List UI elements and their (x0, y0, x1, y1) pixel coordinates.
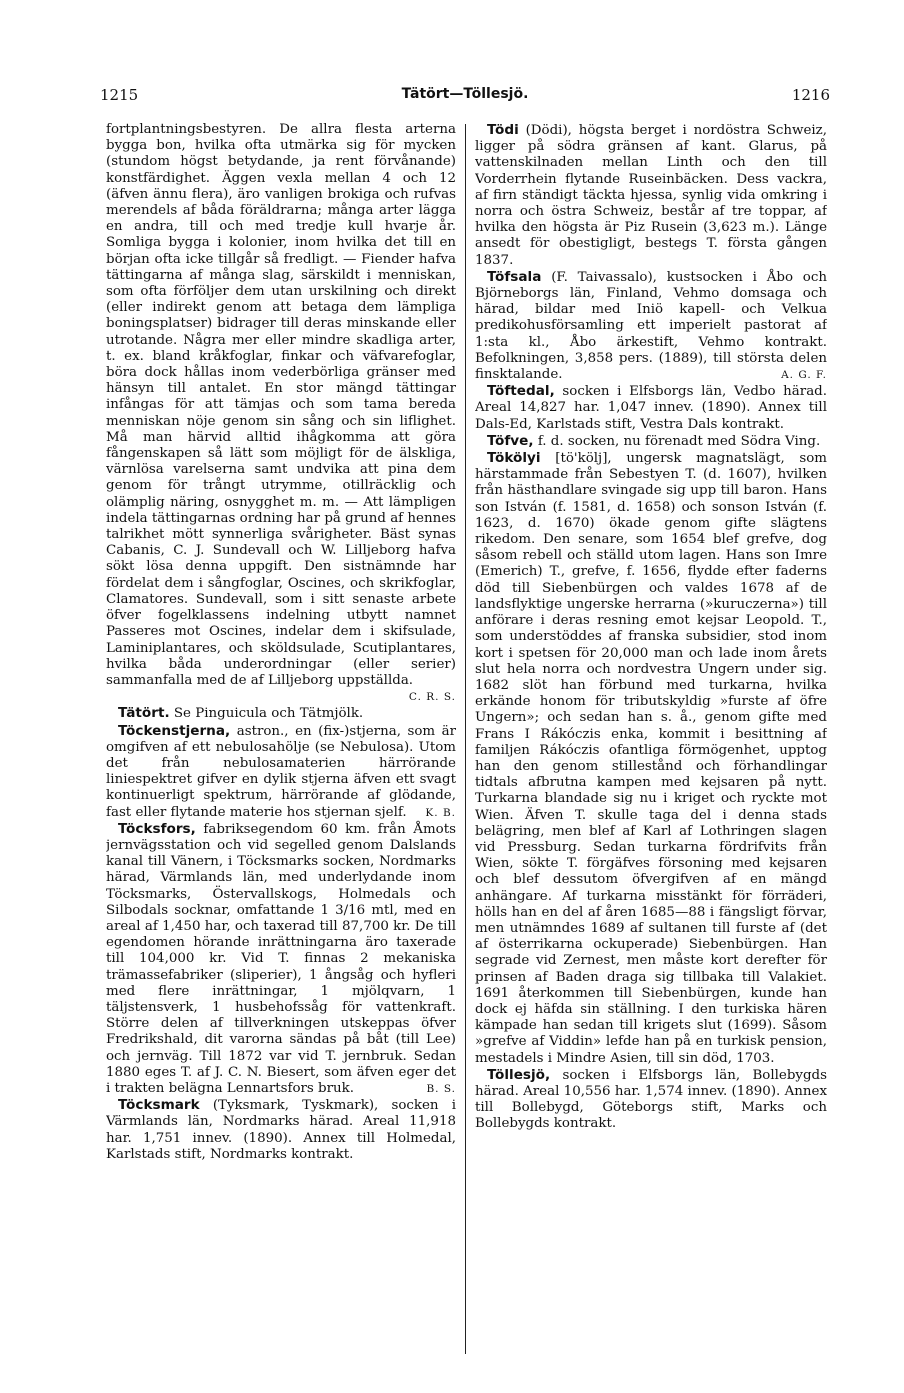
entry-signature: K. B. (425, 806, 456, 819)
entry-tocksmark (106, 1097, 456, 1163)
entry-todi (475, 122, 827, 269)
entry-body: fabriksegendom 60 km. från Åmots jernvägsstation och vid segelled genom Dalslands kanal till Vänern, i Töcksmarks socken, Nordmarks härad, Värmlands län, med underlydande inom Töcksmarks, Östervallskogs, Holmedals och Silbodals socknar, omfattande 1 3/16 mtl, med en areal af 1,450 har, och taxerad till 87,700 kr. De till egendomen hörande inrättningarna äro taxerade till 104,000 kr. Vid T. finnas 2 mekaniska trämassefabriker (sliperier), 1 ångsåg och hyfleri med flere inrättningar, 1 mjölqvarn, 1 täljstensverk, 1 husbehofssåg för vattenkraft. Större delen af tillverkningen utskeppas öfver Fredrikshald, dit varorna sändas på båt (till Lee) och jernväg. Till 1872 var vid T. jernbruk. Sedan 1880 eges T. af J. C. N. Biesert, som äfven eger det i trakten belägna Lennartsfors bruk. (106, 821, 456, 1096)
entry-tatort (106, 705, 456, 722)
entry-tofsala (475, 269, 827, 383)
entry-headword: Töcksmark (118, 1097, 200, 1114)
entry-body: (Tyksmark, Tyskmark), socken i Värmlands län, Nordmarks härad. Areal 11,918 har. 1,751 innev. (1890). Annex till Holmedal, Karlstads stift, Nordmarks kontrakt. (106, 1098, 456, 1162)
entry-body: (Dödi), högsta berget i nordöstra Schweiz, ligger på södra gränsen af kant. Glarus, på vattenskilnaden mellan Linth och den till Vorderrhein flytande Ruseinbäcken. Dess vackra, af firn ständigt täckta hjessa, synlig vida omkring i norra och östra Schweiz, består af tre toppar, af hvilka den högsta är Piz Rusein (3,623 m.). Länge ansedt för obestigligt, bestegs T. första gången 1837. (475, 123, 827, 268)
entry-headword: Töftedal, (487, 383, 555, 400)
entry-body: fortplantningsbestyren. De allra flesta arterna bygga bon, hvilka ofta utmärka sig för mycken (stundom högst betydande, ja rent förvånande) konstfärdighet. Äggen vexla mellan 4 och 12 (äfven ännu flera), äro vanligen brokiga och rufvas merendels af båda föräldrarna; många arter lägga en andra, till och med tredje kull hvarje år. Somliga bygga i kolonier, inom hvilka det till en början ofta icke tillgår så fredligt. — Fiender hafva tättingarna af många slag, särskildt i menniskan, som ofta förföljer dem utan urskilning och direkt (eller indirekt genom att betaga dem lämpliga boningsplatser) bidrager till deras minskande eller utrotande. Några mer eller mindre skadliga arter, t. ex. bland kråkfoglar, finkar och väfvarefoglar, böra dock hållas inom vederbörliga gränser med hänsyn till antalet. En stor mängd tättingar infångas för att tämjas och som tama bereda menniskan nöje genom sin sång och sin liflighet. Må man härvid alltid ihågkomma att göra fångenskapen så lätt som möjligt för de älskliga, värnlösa varelserna samt undvika att pina dem genom för trångt utrymme, otillräcklig och olämplig näring, osnygghet m. m. — Att lämpligen indela tättingarnas ordning har på grund af hennes talrikhet mött synnerliga svårigheter. Bäst synas Cabanis, C. J. Sundevall och W. Lilljeborg hafva sökt lösa denna uppgift. Den sistnämnde har fördelat dem i sångfoglar, Oscines, och skrikfoglar, Clamatores. Sundevall, som i sitt senaste arbete öfver fogelklassens indelning utbytt namnet Passeres mot Oscines, indelar dem i skifsulade, Laminiplantares, och sköldsulade, Scutiplantares, hvilka båda underordningar (eller serier) sammanfalla med de af Lilljeborg uppställda. (106, 122, 456, 688)
entry-signature: B. S. (426, 1082, 456, 1095)
entry-body: (F. Taivassalo), kustsocken i Åbo och Björneborgs län, Finland, Vehmo domsaga och härad, bildar med Iniö kapell- och Velkua predikohusförsamling ett imperielt pastorat af 1:sta kl., Åbo ärkestift, Vehmo kontrakt. Befolkningen, 3,858 pers. (1889), till största delen finsktalande. (475, 269, 827, 383)
entry-body: [tö'kölj], ungersk magnatslägt, som härstammade från Sebestyen T. (d. 1607), hvilken från hästhandlare svingade sig upp till baron. Hans son István (f. 1581, d. 1658) och sonson István (f. 1623, d. 1670) ökade genom gifte slägtens rikedom. Den senare, som 1654 blef grefve, dog såsom rebell och ställd utom lagen. Hans son Imre (Emerich) T., grefve, f. 1656, flydde efter faderns död till Siebenbürgen och valdes 1678 af de landsflyktige ungerske herrarna (»kuruczerna») till anförare i deras resning emot kejsar Leopold. T., som understöddes af franska subsidier, stod inom kort i spetsen för 20,000 man och lade inom årets slut hela norra och nordvestra Ungern under sig. 1682 slöt han förbund med turkarna, hvilka erkände honom för tributskyldig »furste af öfre Ungern»; och sedan han s. å., genom gifte med Frans I Rákóczis enka, kommit i besittning af familjen Rákóczis ofantliga förmögenhet, upptog han den genom stillestånd och förhandlingar tidtals afbrutna kampen med kejsaren på nytt. Turkarna blandade sig nu i kriget och ryckte mot Wien. Äfven T. skulle taga del i denna stads belägring, men blef af Karl af Lothringen slagen vid Pressburg. Sedan turkarna fördrifvits från Wien, sökte T. förgäfves försoning med kejsaren och blef dessutom öfvergifven af en mängd anhängare. Af turkarna misstänkt för förräderi, hölls han en del af åren 1685—88 i fängsligt förvar, men utnämndes 1689 af sultanen till furste af (det af österrikarna ockuperade) Siebenbürgen. Han segrade vid Zernest, men måste kort derefter för prinsen af Baden draga sig tillbaka till Valakiet. 1691 återkommen till Siebenbürgen, kunde han dock ej häfda sin ställning. I den turkiska hären kämpade han sedan till krigets slut (1699). Såsom »grefve af Viddin» lefde han på en turkisk pension, mestadels i Mindre Asien, till sin död, 1703. (475, 451, 827, 1066)
entry-tocksfors (106, 821, 456, 1097)
entry-signature: C. R. S. (408, 691, 456, 704)
entry-signature: A. G. F. (781, 369, 827, 382)
entry-headword: Töcksfors, (118, 820, 196, 837)
entry-tockenstjerna (106, 723, 456, 821)
entry-headword: Töfsala (487, 268, 542, 285)
entry-body: astron., en (fix-)stjerna, som är omgifven af ett nebulosahölje (se Nebulosa). Utom det från nebulosamaterien härrörande liniespektret gifver en dylik stjerna äfven ett svagt kontinuerligt spektrum, härrörande af glödande, fast eller flytande materie hos stjernan sjelf. (106, 723, 456, 820)
page-header (100, 86, 830, 110)
left-column (106, 122, 456, 1357)
entry-headword: Tökölyi (487, 450, 541, 467)
entry-tollesjo (475, 1067, 827, 1133)
entry-headword: Töfve, (487, 432, 534, 449)
column-divider (465, 124, 466, 1354)
right-column (475, 122, 827, 1357)
entry-headword: Tätört. (118, 705, 170, 722)
entry-toftedal (475, 383, 827, 433)
entry-headword: Töckenstjerna, (118, 722, 231, 739)
running-head: Tätört—Töllesjö. (401, 86, 529, 102)
page-number-left: 1215 (100, 86, 139, 104)
entry-continuation (106, 122, 456, 705)
entry-tokolyi (475, 450, 827, 1067)
entry-body: socken i Elfsborgs län, Bollebygds härad. Areal 10,556 har. 1,574 innev. (1890). Annex till Bollebygd, Göteborgs stift, Marks och Bollebygds kontrakt. (475, 1067, 827, 1132)
entry-body: socken i Elfsborgs län, Vedbo härad. Areal 14,827 har. 1,047 innev. (1890). Annex till Dals-Ed, Karlstads stift, Vestra Dals kontrakt. (475, 384, 827, 432)
entry-tofve (475, 433, 827, 450)
entry-headword: Töllesjö, (487, 1066, 551, 1083)
entry-body: Se Pinguicula och Tätmjölk. (173, 706, 364, 722)
entry-headword: Tödi (487, 122, 519, 138)
entry-body: f. d. socken, nu förenadt med Södra Ving. (537, 433, 821, 449)
page-number-right: 1216 (791, 86, 830, 104)
